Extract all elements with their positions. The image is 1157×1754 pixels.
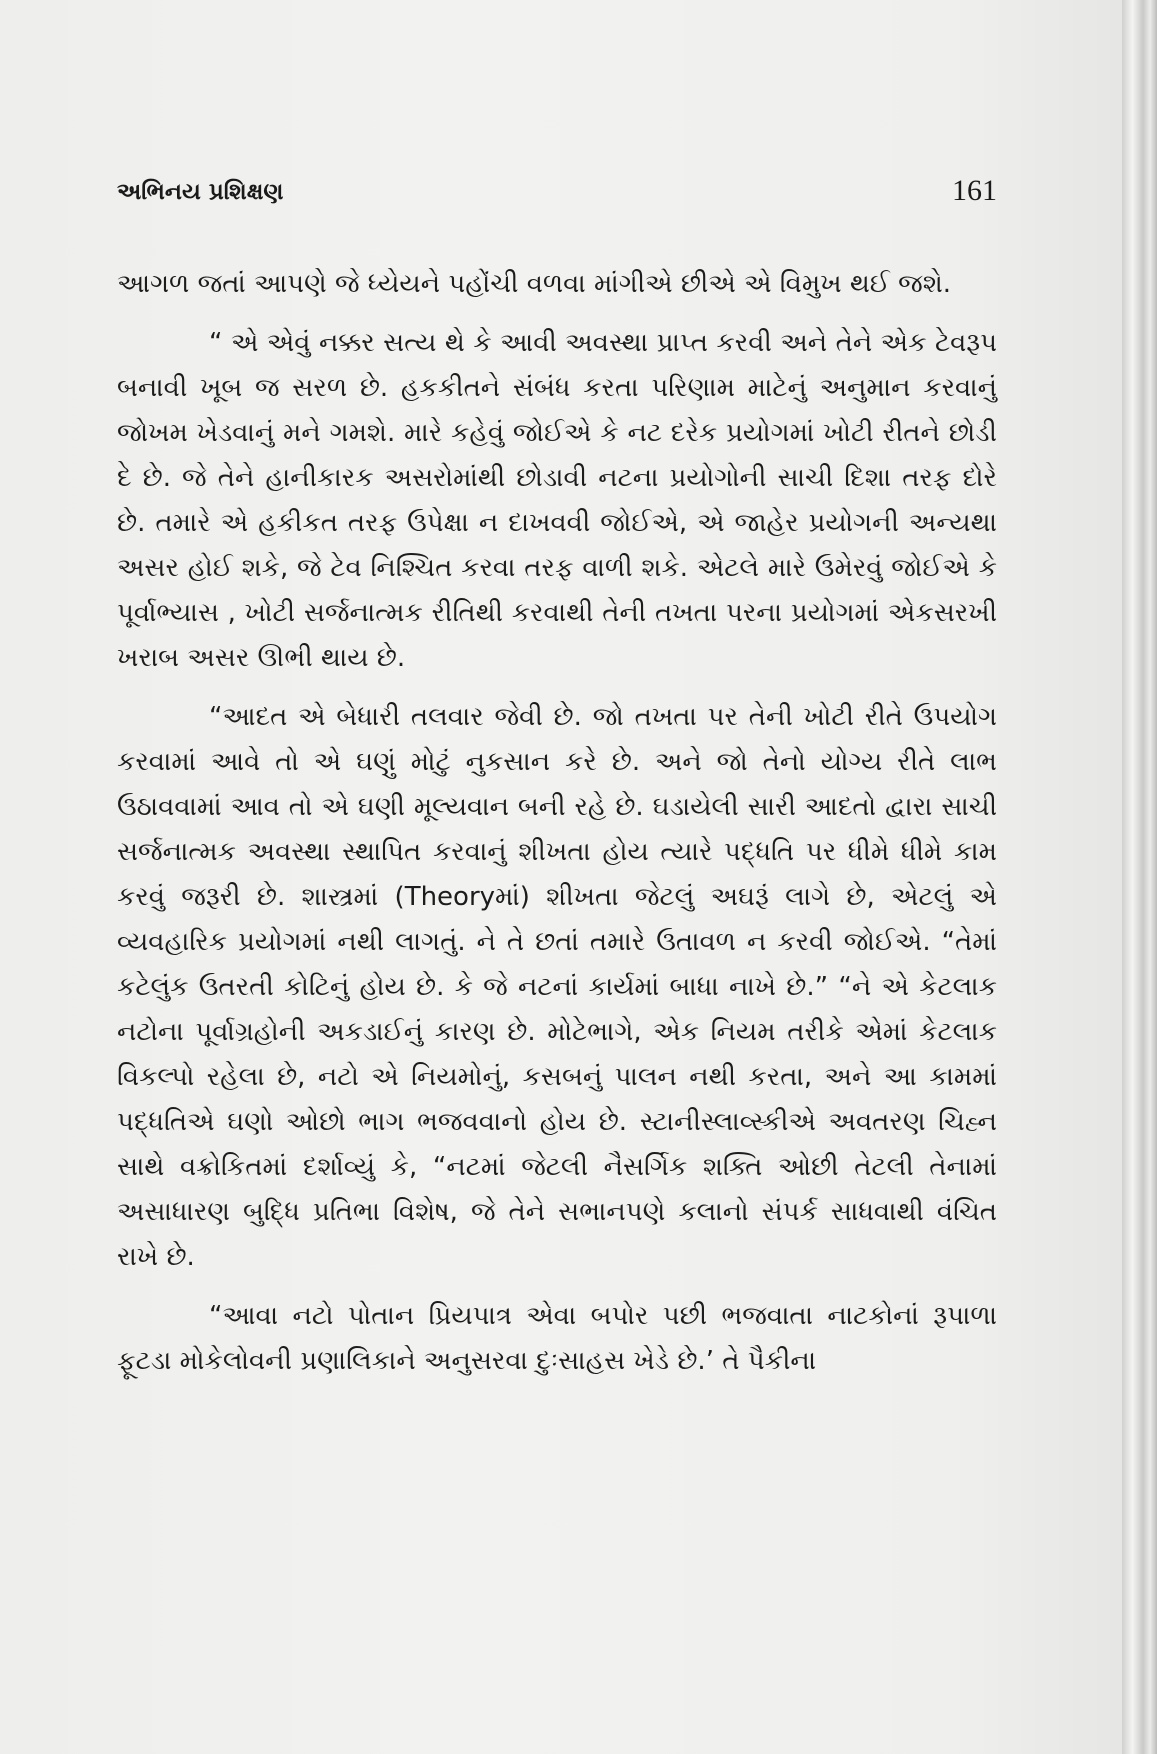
paragraph-2: “ એ એવું નક્કર સત્ય થે કે આવી અવસ્થા પ્રાપ્ત કરવી અને તેને એક ટેવરૂપ બનાવી ખૂબ જ સરળ છે. હકકીતને સંબંધ કરતા પરિણામ માટેનું અનુમાન કરવાનું જોખમ ખેડવાનું મને ગમશે. મારે કહેવું જોઈએ કે નટ દરેક પ્રયોગમાં ખોટી રીતને છોડી દે છે. જે તેને હાનીકારક અસરોમાંથી છોડાવી નટના પ્રયોગોની સાચી દિશા તરફ દોરે છે. તમારે એ હકીકત તરફ ઉપેક્ષા ન દાખવવી જોઈએ, એ જાહેર પ્રયોગની અન્યથા અસર હોઈ શકે, જે ટેવ નિશ્ચિત કરવા તરફ વાળી શકે. એટલે મારે ઉમેરવું જોઈએ કે પૂર્વાભ્યાસ , ખોટી સર્જનાત્મક રીતિથી કરવાથી તેની તખતા પરના પ્રયોગમાં એકસરખી ખરાબ અસર ઊભી થાય છે. xyxy=(117,328,997,673)
paragraph-4: “આવા નટો પોતાન પ્રિયપાત્ર એવા બપોર પછી ભજવાતા નાટકોનાં રૂપાળા ફૂટડા મોકેલોવની પ્રણાલિકાને અનુસરવા દુઃસાહસ ખેડે છે.’ તે પૈકીના xyxy=(117,1301,997,1376)
page-number: 161 xyxy=(952,174,997,207)
running-title: અભિનય પ્રશિક્ષણ xyxy=(117,178,284,205)
paragraph-3: “આદત એ બેધારી તલવાર જેવી છે. જો તખતા પર તેની ખોટી રીતે ઉપયોગ કરવામાં આવે તો એ ઘણું મોટું નુકસાન કરે છે. અને જો તેનો યોગ્ય રીતે લાભ ઉઠાવવામાં આવ તો એ ઘણી મૂલ્યવાન બની રહે છે. ઘડાયેલી સારી આદતો દ્વારા સાચી સર્જનાત્મક અવસ્થા સ્થાપિત કરવાનું શીખતા હોય ત્યારે પદ્ધતિ પર ધીમે ધીમે કામ કરવું જરૂરી છે. શાસ્ત્રમાં (Theoryમાં) શીખતા જેટલું અઘરૂં લાગે છે, એટલું એ વ્યવહારિક પ્રયોગમાં નથી લાગતું. ને તે છતાં તમારે ઉતાવળ ન કરવી જોઈએ. “તેમાં કટેલુંક ઉતરતી કોટિનું હોય છે. કે જે નટનાં કાર્યમાં બાધા નાખે છે.” “ને એ કેટલાક નટોના પૂર્વાગ્રહોની અકડાઈનું કારણ છે. મોટેભાગે, એક નિયમ તરીકે એમાં કેટલાક વિકલ્પો રહેલા છે, નટો એ નિયમોનું, કસબનું પાલન નથી કરતા, અને આ કામમાં પદ્ધતિએ ઘણો ઓછો ભાગ ભજવવાનો હોય છે. સ્ટાનીસ્લાવ્સ્કીએ અવતરણ ચિહ્ન સાથે વક્રોકિતમાં દર્શાવ્યું કે, “નટમાં જેટલી નૈસર્ગિક શક્તિ ઓછી તેટલી તેનામાં અસાધારણ બુદ્ધિ પ્રતિભા વિશેષ, જે તેને સભાનપણે કલાનો સંપર્ક સાધવાથી વંચિત રાખે છે. xyxy=(117,702,997,1272)
page-edge xyxy=(1122,0,1157,1754)
paragraph-1: આગળ જતાં આપણે જે ધ્યેયને પહોંચી વળવા માંગીએ છીએ એ વિમુખ થઈ જશે. xyxy=(117,269,952,299)
page-header xyxy=(117,174,997,218)
body-text xyxy=(117,262,997,1398)
